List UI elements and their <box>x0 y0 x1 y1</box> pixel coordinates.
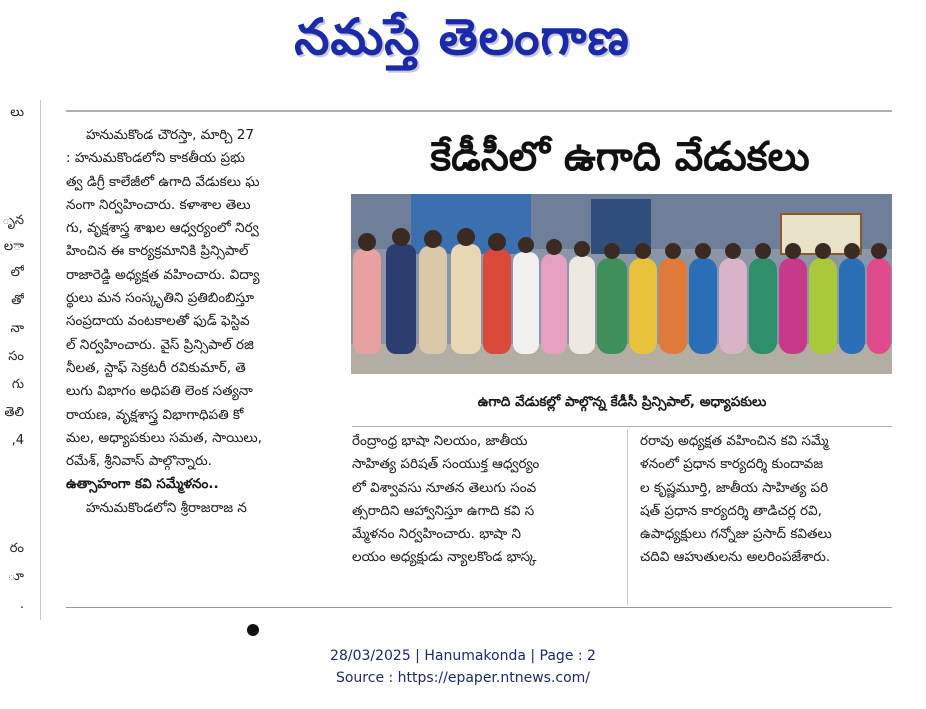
article-line: రరావు అధ్యక్షత వహించిన కవి సమ్మే <box>640 433 829 449</box>
adjacent-article-edge <box>0 100 24 620</box>
subheading: ఉత్సాహంగా కవి సమ్మేళనం.. <box>66 476 219 493</box>
article-line: సంప్రదాయ వంటకాలతో ఫుడ్‌ ఫెస్టివ <box>66 313 250 330</box>
edge-line: ూ <box>7 569 24 584</box>
edition-info: 28/03/2025 | Hanumakonda | Page : 2 <box>330 648 596 664</box>
page-marker-dot <box>247 624 259 636</box>
source-link[interactable]: Source : https://epaper.ntnews.com/ <box>335 670 591 686</box>
article-column-3 <box>640 430 892 570</box>
article-line: షత్‌ ప్రధాన కార్యదర్శి తాడిచర్ల రవి, <box>640 502 822 519</box>
article-line: ల కృష్ణమూర్తి, జాతీయ సాహిత్య పరి <box>640 479 829 496</box>
article-line: ఉపాధ్యక్షులు గన్నోజు ప్రసాద్‌ కవితలు <box>640 526 832 543</box>
article-line: రమేశ్‌, శ్రీనివాస్‌ పాల్గొన్నారు. <box>66 453 212 470</box>
group-photo <box>351 194 892 374</box>
article-column-2 <box>352 430 618 570</box>
article-line: చదివి ఆహుతులను అలరింపజేశారు. <box>640 549 831 566</box>
article-column-1 <box>66 124 342 520</box>
article-line: లో విశ్వావసు నూతన తెలుగు సంవ <box>352 479 537 496</box>
edge-line: సం <box>8 349 24 364</box>
newspaper-masthead <box>262 2 662 72</box>
top-divider <box>66 110 892 112</box>
article-line: లుగు విభాగం అధిపతి లెంక సత్యనా <box>66 383 253 400</box>
group-photo-illustration <box>351 194 892 374</box>
bottom-divider <box>66 607 892 608</box>
article-line: రాయణ, వృక్షశాస్త్ర విభాగాధిపతి కో <box>66 406 244 423</box>
edge-line: తో <box>11 293 24 308</box>
photo-caption: ఉగాది వేడుకల్లో పాల్గొన్న కేడీసీ ప్రిన్సిపాల్‌, అధ్యాపకులు <box>477 394 767 410</box>
edge-line: లు <box>10 105 24 120</box>
article-line: హించిన ఈ కార్యక్రమానికి ప్రిన్సిపాల్‌ <box>66 243 249 260</box>
column-divider-middle <box>627 430 628 605</box>
article-line: మ్మేళనం నిర్వహించారు. భాషా ని <box>352 526 521 543</box>
article-line: రేంద్రాంధ్ర భాషా నిలయం, జాతీయ <box>352 433 528 449</box>
article-line: సాహిత్య పరిషత్‌ సంయుక్త ఆధ్వర్యం <box>352 456 540 473</box>
article-line: హనుమకొండ చౌరస్తా, మార్చి 27 <box>86 127 254 143</box>
article-line: : హనుమకొండలోని కాకతీయ ప్రభు <box>66 150 245 167</box>
edge-line: రం <box>9 541 24 556</box>
article-line: త్సరాదిని ఆహ్వానిస్తూ ఉగాది కవి స <box>352 502 535 519</box>
column-divider-left <box>40 100 41 620</box>
article-line: హనుమకొండలోని శ్రీరాజరాజ న <box>86 499 247 516</box>
article-line: నంగా నిర్వహించారు. కళాశాల తెలు <box>66 196 251 213</box>
edge-line: ృన <box>2 213 24 228</box>
article-line: ల్‌ నిర్వహించారు. వైస్‌ ప్రిన్సిపాల్‌ రజి <box>66 336 254 353</box>
edge-line: తెలి <box>4 405 24 420</box>
article-line: నీలత, స్టాఫ్‌ సెక్రటరీ రవికుమార్‌, తె <box>66 359 246 376</box>
article-line: రాజారెడ్డి అధ్యక్షత వహించారు. విద్యా <box>66 266 260 283</box>
article-line: లయం అధ్యక్షుడు న్యాలకొండ భాస్క <box>352 549 537 566</box>
edge-line: గు <box>11 377 24 392</box>
article-line: మల, అధ్యాపకులు సమత, సాయిలు, <box>66 429 262 446</box>
article-line: ళనంలో ప్రధాన కార్యదర్శి కుందావజ <box>640 456 824 473</box>
article-line: గు, వృక్షశాస్త్ర శాఖల ఆధ్వర్యంలో నిర్వ <box>66 220 259 237</box>
caption-divider <box>352 426 892 427</box>
edge-line: ాల <box>3 239 24 254</box>
article-headline: కేడీసీలో ఉగాది వేడుకలు <box>430 134 810 180</box>
edge-line: నా <box>10 321 24 336</box>
article-line: త్వ డిగ్రీ కాలేజీలో ఉగాది వేడుకలు ఘ <box>66 173 260 190</box>
edge-line: 4, <box>11 433 24 448</box>
edge-line: . <box>19 597 24 612</box>
edge-line: లో <box>10 265 24 280</box>
masthead-title: నమస్తే తెలంగాణ <box>294 8 630 66</box>
article-line: ర్థులు మన సంస్కృతిని ప్రతిబింబిస్తూ <box>66 290 255 307</box>
